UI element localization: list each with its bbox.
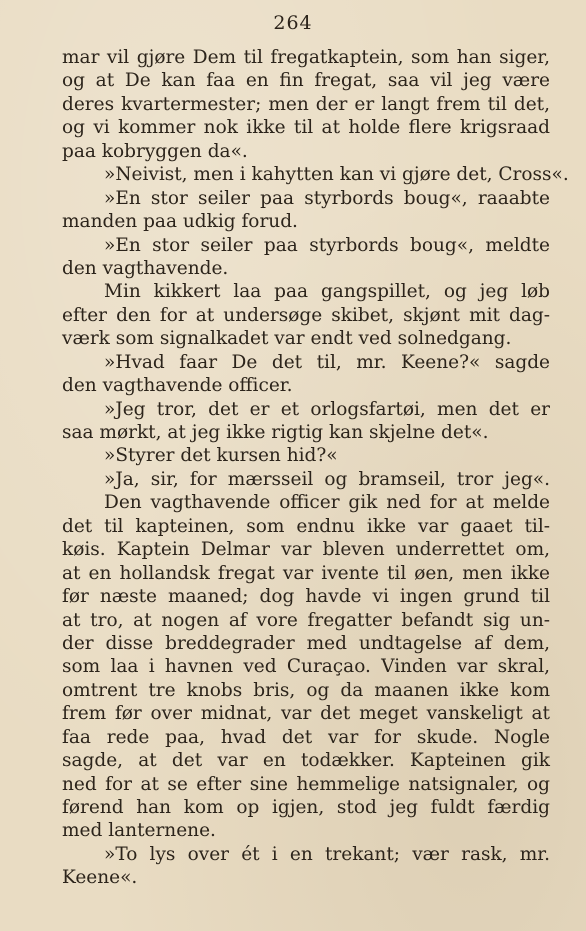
text-line: »Ja, sir, for mærsseil og bramseil, tror jeg«.	[104, 468, 550, 490]
text-line: som laa i havnen ved Curaçao. Vinden var skral,	[62, 656, 550, 678]
text-line: saa mørkt, at jeg ikke rigtig kan skjelne det«.	[62, 422, 489, 443]
text-line: at en hollandsk fregat var ivente til øen, men ikke	[62, 562, 550, 584]
text-line: ned for at se efter sine hemmelige natsignaler, og	[62, 773, 550, 795]
text-line: faa rede paa, hvad det var for skude. Nogle	[62, 726, 550, 748]
text-line: der disse breddegrader med undtagelse af dem,	[62, 632, 550, 654]
text-line: og vi kommer nok ikke til at holde flere krigsraad	[62, 117, 550, 139]
text-line: deres kvartermester; men der er langt frem til det,	[62, 93, 550, 115]
text-line: »Neivist, men i kahytten kan vi gjøre det, Cross«.	[104, 164, 569, 186]
text-line: frem før over midnat, var det meget vanskeligt at	[62, 703, 550, 725]
page-number: 264	[273, 12, 313, 34]
text-line: det til kapteinen, som endnu ikke var gaaet til-	[62, 515, 550, 537]
text-line: at tro, at nogen af vore fregatter befandt sig un-	[62, 609, 550, 631]
text-line: førend han kom op igjen, stod jeg fuldt færdig	[62, 797, 550, 818]
text-line: »En stor seiler paa styrbords boug«, meldte	[104, 234, 550, 256]
text-line: Min kikkert laa paa gangspillet, og jeg løb	[104, 281, 550, 303]
text-line: »Hvad faar De det til, mr. Keene?« sagde	[104, 351, 550, 373]
text-line: manden paa udkig forud.	[62, 211, 298, 233]
text-line: den vagthavende.	[62, 257, 229, 279]
text-line: paa kobryggen da«.	[62, 140, 248, 162]
text-line: Keene«.	[62, 867, 138, 889]
text-line: mar vil gjøre Dem til fregatkaptein, som han siger,	[62, 47, 550, 68]
text-line: »To lys over ét i en trekant; vær rask, mr.	[104, 843, 550, 865]
text-line: før næste maaned; dog havde vi ingen grund til	[62, 586, 550, 608]
text-line: »Styrer det kursen hid?«	[104, 445, 338, 467]
text-line: med lanternene.	[62, 820, 216, 842]
text-line: værk som signalkadet var endt ved solnedgang.	[62, 328, 512, 350]
text-line: efter den for at undersøge skibet, skjønt mit dag-	[62, 304, 550, 326]
text-line: den vagthavende officer.	[62, 375, 293, 397]
text-line: og at De kan faa en fin fregat, saa vil jeg være	[62, 70, 550, 92]
text-line: »Jeg tror, det er et orlogsfartøi, men det er	[104, 398, 550, 420]
text-line: køis. Kaptein Delmar var bleven underrettet om,	[62, 539, 550, 561]
text-line: »En stor seiler paa styrbords boug«, raaabte	[104, 187, 550, 209]
text-line: Den vagthavende officer gik ned for at melde	[104, 492, 550, 514]
text-line: omtrent tre knobs bris, og da maanen ikke kom	[62, 679, 550, 701]
body-text	[62, 46, 569, 890]
text-line: sagde, at det var en todækker. Kapteinen gik	[62, 750, 550, 772]
